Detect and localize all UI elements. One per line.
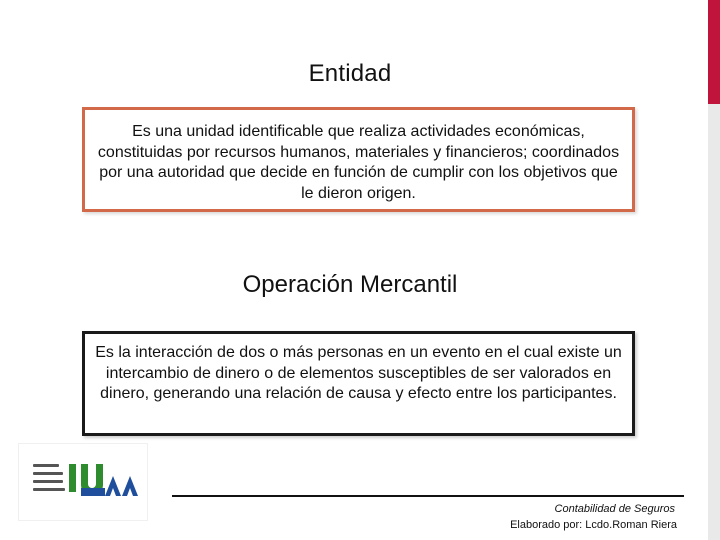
iuaa-logo-icon	[19, 444, 147, 520]
footer-course-name: Contabilidad de Seguros	[554, 503, 675, 515]
right-decorative-rail	[708, 0, 720, 540]
footer-divider	[172, 495, 684, 497]
entity-title-text: Entidad	[308, 60, 392, 87]
entity-definition-text: Es una unidad identificable que realiza actividades económicas, constituidas por recursos humanos, materiales y financieros; coordinados por una autoridad que decide en función de cumplir con los objetivos que le dieron origen.	[97, 123, 620, 202]
logo-letter-a1	[105, 476, 121, 496]
operation-definition-box	[82, 331, 635, 436]
operation-title	[0, 271, 700, 299]
logo-blue-bar	[81, 488, 105, 496]
logo-letter-i	[69, 464, 76, 492]
entity-title	[0, 60, 700, 88]
operation-definition-text: Es la interacción de dos o más personas en un evento en el cual existe un intercambio de dinero o de elementos susceptibles de ser valorados en dinero, generando una relación de causa y efecto entre los participantes.	[95, 344, 622, 402]
accent-red-tab	[708, 0, 720, 104]
entity-definition-box	[82, 107, 635, 212]
operation-title-text: Operación Mercantil	[242, 271, 458, 298]
logo-caption-lines	[33, 464, 65, 491]
footer-author: Elaborado por: Lcdo.Roman Riera	[510, 519, 677, 531]
logo-letter-a2	[122, 476, 138, 496]
institution-logo	[19, 444, 147, 520]
